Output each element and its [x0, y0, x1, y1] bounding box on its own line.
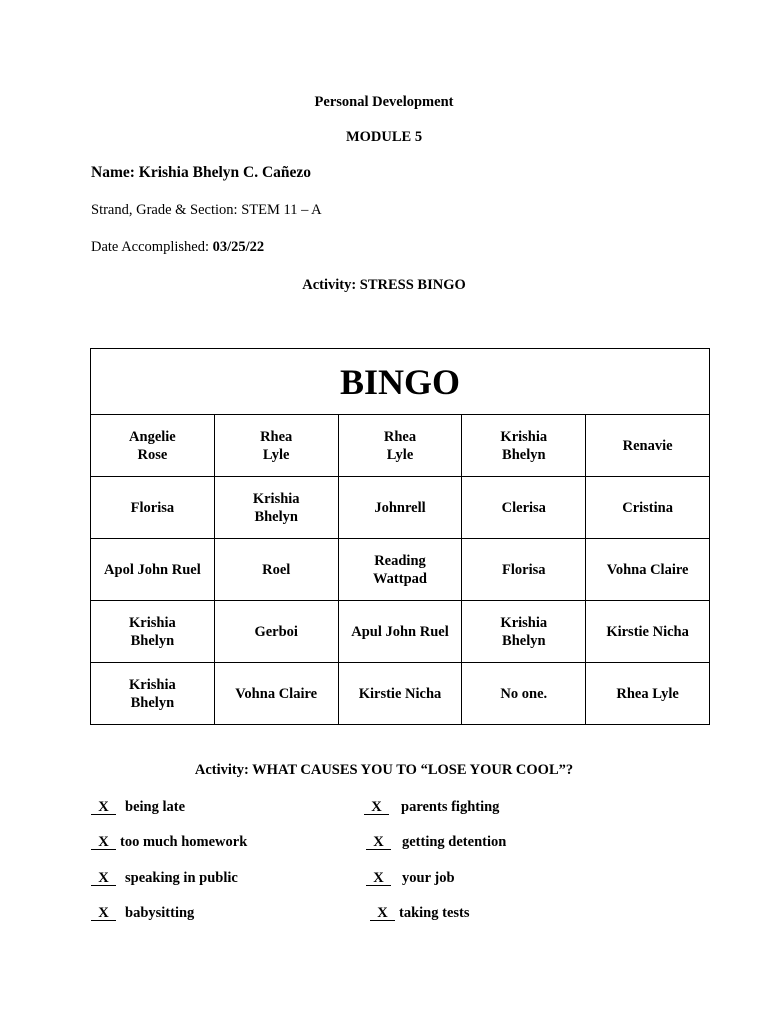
bingo-cell-text: Johnrell — [374, 499, 426, 516]
bingo-cell — [91, 415, 215, 477]
option-parents-fighting — [364, 799, 499, 816]
bingo-cell-text: Gerboi — [254, 623, 298, 640]
student-name: Krishia Bhelyn C. Cañezo — [138, 164, 312, 181]
bingo-cell-text: Krishia — [129, 676, 176, 693]
bingo-cell — [338, 477, 462, 539]
bingo-cell-text: Vohna Claire — [606, 561, 689, 578]
bingo-cell — [462, 539, 586, 601]
bingo-cell — [214, 601, 338, 663]
bingo-cell-text: Renavie — [622, 437, 673, 454]
check-mark: X — [366, 871, 391, 886]
bingo-cell — [462, 663, 586, 725]
bingo-cell — [214, 415, 338, 477]
bingo-cell — [91, 601, 215, 663]
bingo-cell-text: Apol John Ruel — [104, 561, 201, 578]
bingo-cell — [214, 663, 338, 725]
bingo-cell-text: Roel — [262, 561, 291, 578]
bingo-cell-text: Kirstie Nicha — [606, 623, 689, 640]
bingo-cell — [91, 539, 215, 601]
bingo-cell-text: Angelie — [129, 428, 176, 445]
bingo-cell — [338, 601, 462, 663]
bingo-cell — [462, 415, 586, 477]
bingo-cell-text: Rose — [137, 446, 168, 463]
name-label: Name: — [91, 164, 135, 181]
activity-stress-bingo-title: Activity: STRESS BINGO — [302, 277, 466, 293]
check-mark: X — [91, 906, 116, 921]
bingo-cell-text: Rhea Lyle — [616, 685, 679, 702]
bingo-cell — [91, 477, 215, 539]
option-babysitting — [91, 905, 194, 922]
option-getting-detention — [366, 834, 506, 851]
bingo-cell-text: Apul John Ruel — [351, 623, 449, 640]
bingo-cell-text: Bhelyn — [130, 694, 175, 711]
bingo-grid — [91, 415, 710, 725]
bingo-row — [91, 601, 710, 663]
bingo-cell-text: Florisa — [130, 499, 175, 516]
bingo-cell-text: Bhelyn — [254, 508, 298, 525]
option-taking-tests — [370, 905, 470, 922]
name-line — [91, 164, 311, 182]
option-label: speaking in public — [125, 870, 238, 886]
option-speaking-in-public — [91, 870, 238, 887]
check-mark: X — [366, 835, 391, 850]
check-mark: X — [91, 835, 116, 850]
bingo-cell — [586, 415, 710, 477]
strand-label: Strand, Grade & Section: — [91, 202, 238, 218]
bingo-cell — [462, 477, 586, 539]
bingo-cell-text: Krishia — [500, 428, 548, 445]
bingo-cell-text: Krishia — [500, 614, 548, 631]
bingo-cell-text: Clerisa — [501, 499, 546, 516]
option-label: getting detention — [402, 834, 507, 850]
bingo-cell-text: Krishia — [129, 614, 176, 631]
option-label: too much homework — [120, 834, 248, 850]
bingo-title: BINGO — [91, 349, 710, 415]
strand-line — [91, 202, 322, 219]
bingo-cell-text: Cristina — [622, 499, 673, 516]
bingo-cell-text: Rhea — [383, 428, 417, 445]
option-label: parents fighting — [401, 799, 500, 815]
bingo-cell-text: Bhelyn — [130, 632, 175, 649]
option-label: babysitting — [125, 905, 195, 921]
bingo-cell — [586, 663, 710, 725]
bingo-cell — [338, 663, 462, 725]
bingo-cell-text: Florisa — [502, 561, 546, 578]
option-label: your job — [402, 870, 455, 886]
bingo-cell-text: Krishia — [252, 490, 300, 507]
bingo-cell — [586, 601, 710, 663]
bingo-cell — [214, 539, 338, 601]
bingo-cell — [91, 663, 215, 725]
module-title: MODULE 5 — [345, 129, 423, 145]
bingo-row — [91, 539, 710, 601]
option-your-job — [366, 870, 455, 887]
bingo-cell — [462, 601, 586, 663]
check-mark: X — [91, 800, 116, 815]
course-title: Personal Development — [314, 94, 454, 110]
date-label: Date Accomplished: — [91, 239, 209, 255]
bingo-cell-text: Lyle — [386, 446, 414, 463]
check-mark: X — [91, 871, 116, 886]
option-too-much-homework — [91, 834, 247, 851]
date-line — [91, 239, 264, 256]
bingo-cell-text: Bhelyn — [502, 446, 546, 463]
bingo-cell — [586, 477, 710, 539]
bingo-row — [91, 477, 710, 539]
bingo-cell-text: Bhelyn — [502, 632, 546, 649]
bingo-card — [90, 348, 710, 725]
bingo-cell-text: Vohna Claire — [235, 685, 318, 702]
bingo-cell-text: Lyle — [262, 446, 290, 463]
strand-value: STEM 11 – A — [241, 202, 322, 218]
option-being-late — [91, 799, 185, 816]
check-mark: X — [364, 800, 389, 815]
bingo-cell-text: Wattpad — [372, 570, 427, 587]
check-mark: X — [370, 906, 395, 921]
bingo-cell-text: Rhea — [260, 428, 293, 445]
bingo-row — [91, 663, 710, 725]
option-label: being late — [125, 799, 186, 815]
bingo-cell-text: Reading — [374, 552, 426, 569]
bingo-cell — [214, 477, 338, 539]
bingo-cell — [338, 415, 462, 477]
bingo-cell — [586, 539, 710, 601]
option-label: taking tests — [399, 905, 470, 921]
bingo-row — [91, 415, 710, 477]
activity-lose-your-cool-title: Activity: WHAT CAUSES YOU TO “LOSE YOUR COOL”? — [194, 762, 574, 778]
bingo-cell-text: No one. — [500, 685, 548, 702]
bingo-cell-text: Kirstie Nicha — [358, 685, 442, 702]
date-value: 03/25/22 — [212, 239, 265, 255]
bingo-cell — [338, 539, 462, 601]
